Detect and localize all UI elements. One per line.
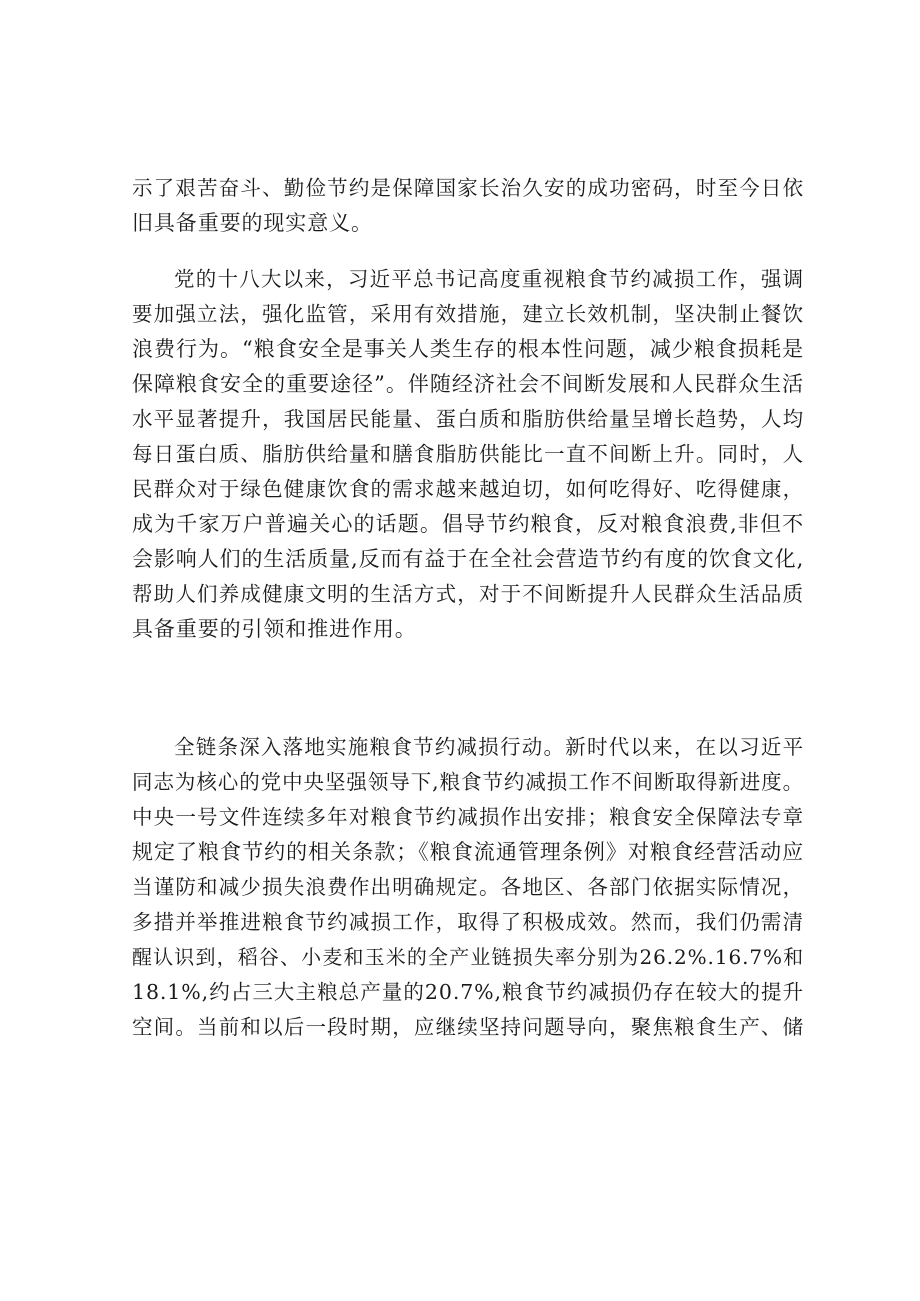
- paragraph-line: 当谨防和减少损失浪费作出明确规定。各地区、各部门依据实际情况，: [132, 875, 804, 899]
- paragraph-line: 成为千家万户普遍关心的话题。倡导节约粮食，反对粮食浪费,非但不: [132, 512, 804, 536]
- paragraph-line: 要加强立法，强化监管，采用有效措施，建立长效机制，坚决制止餐饮: [132, 302, 804, 326]
- paragraph-line: 旧具备重要的现实意义。: [132, 211, 373, 235]
- paragraph-line: 同志为核心的党中央坚强领导下,粮食节约减损工作不间断取得新进度。: [132, 770, 804, 794]
- paragraph-3: [132, 730, 804, 1045]
- paragraph-line: 多措并举推进粮食节约减损工作，取得了积极成效。然而，我们仍需清: [132, 910, 804, 934]
- paragraph-line: 18.1%,约占三大主粮总产量的20.7%,粮食节约减损仍存在较大的提升: [132, 980, 804, 1004]
- paragraph-line: 醒认识到，稻谷、小麦和玉米的全产业链损失率分别为26.2%.16.7%和: [132, 945, 804, 969]
- paragraph-2: [132, 262, 804, 647]
- paragraph-line: 每日蛋白质、脂肪供给量和膳食脂肪供能比一直不间断上升。同时，人: [132, 442, 804, 466]
- paragraph-line: 浪费行为。“粮食安全是事关人类生存的根本性问题，减少粮食损耗是: [132, 337, 804, 361]
- paragraph-line: 规定了粮食节约的相关条款；《粮食流通管理条例》对粮食经营活动应: [132, 840, 804, 864]
- paragraph-line: 民群众对于绿色健康饮食的需求越来越迫切，如何吃得好、吃得健康，: [132, 477, 804, 501]
- paragraph-line: 党的十八大以来，习近平总书记高度重视粮食节约减损工作，强调: [174, 267, 804, 291]
- paragraph-line: 具备重要的引领和推进作用。: [132, 617, 417, 641]
- paragraph-line: 保障粮食安全的重要途径”。伴随经济社会不间断发展和人民群众生活: [132, 372, 804, 396]
- paragraph-line: 帮助人们养成健康文明的生活方式，对于不间断提升人民群众生活品质: [132, 582, 804, 606]
- paragraph-line: 中央一号文件连续多年对粮食节约减损作出安排；粮食安全保障法专章: [132, 805, 804, 829]
- paragraph-line: 空间。当前和以后一段时期，应继续坚持问题导向，聚焦粮食生产、储: [132, 1015, 804, 1039]
- paragraph-line: 全链条深入落地实施粮食节约减损行动。新时代以来，在以习近平: [174, 735, 804, 759]
- paragraph-line: 示了艰苦奋斗、勤俭节约是保障国家长治久安的成功密码，时至今日依: [132, 176, 804, 200]
- paragraph-line: 会影响人们的生活质量,反而有益于在全社会营造节约有度的饮食文化,: [132, 547, 805, 571]
- paragraph-line: 水平显著提升，我国居民能量、蛋白质和脂肪供给量呈增长趋势，人均: [132, 407, 804, 431]
- paragraph-1: [132, 171, 804, 241]
